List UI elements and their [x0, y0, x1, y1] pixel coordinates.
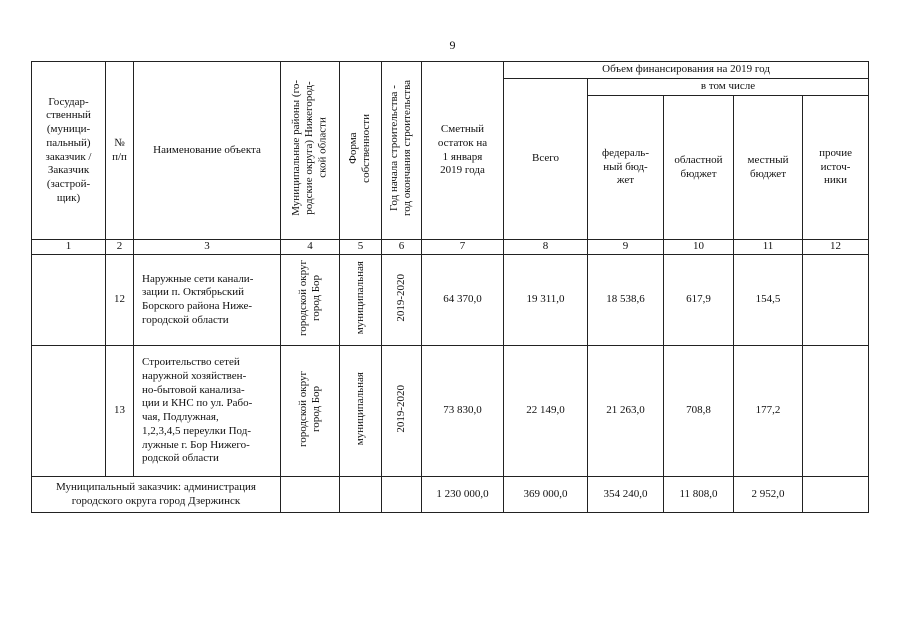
- cell-object-name: Строительство сетей наружной хозяйствен- но-бытовой канализа- ции и КНС по ул. Рабо- чая, Подлужная, 1,2,3,4,5 переулки Под- лужные г. Бор Нижего- родской области: [134, 346, 281, 477]
- cell-district: [281, 346, 340, 477]
- cell-ownership-text: муниципальная: [353, 372, 366, 446]
- header-district-text: Муниципальные районы (го- родские округа) Нижегород- ской области: [290, 80, 329, 216]
- header-total: Всего: [504, 79, 588, 240]
- cell-num: 13: [106, 346, 134, 477]
- header-federal: федераль- ный бюд- жет: [588, 96, 664, 240]
- header-object-name: Наименование объекта: [134, 62, 281, 240]
- header-district: [281, 62, 340, 240]
- cell-federal: 21 263,0: [588, 346, 664, 477]
- col-number: 1: [32, 240, 106, 255]
- header-funding: Объем финансирования на 2019 год: [504, 62, 869, 79]
- cell-regional: 617,9: [664, 255, 734, 346]
- cell-federal: 18 538,6: [588, 255, 664, 346]
- cell-total: 22 149,0: [504, 346, 588, 477]
- cell-num: 12: [106, 255, 134, 346]
- cell-local: 177,2: [734, 346, 803, 477]
- page-number: 9: [449, 38, 456, 52]
- header-local: местный бюджет: [734, 96, 803, 240]
- col-number: 2: [106, 240, 134, 255]
- cell-ownership: [340, 346, 382, 477]
- col-number: 5: [340, 240, 382, 255]
- col-number: 8: [504, 240, 588, 255]
- summary-ownership: [340, 477, 382, 513]
- funding-table: [31, 61, 869, 513]
- summary-federal: 354 240,0: [588, 477, 664, 513]
- header-regional: областной бюджет: [664, 96, 734, 240]
- summary-years: [382, 477, 422, 513]
- cell-object-name: Наружные сети канали- зации п. Октябрьский Борского района Ниже- городской области: [134, 255, 281, 346]
- header-years: [382, 62, 422, 240]
- cell-other: [803, 255, 869, 346]
- cell-ownership-text: муниципальная: [353, 261, 366, 335]
- cell-ownership: [340, 255, 382, 346]
- header-other: прочие источ- ники: [803, 96, 869, 240]
- summary-district: [281, 477, 340, 513]
- summary-label: Муниципальный заказчик: администрация городского округа город Дзержинск: [32, 477, 281, 513]
- cell-years: [382, 346, 422, 477]
- cell-years: [382, 255, 422, 346]
- table-row: [32, 346, 869, 477]
- cell-local: 154,5: [734, 255, 803, 346]
- summary-other: [803, 477, 869, 513]
- cell-other: [803, 346, 869, 477]
- summary-total: 369 000,0: [504, 477, 588, 513]
- cell-total: 19 311,0: [504, 255, 588, 346]
- header-ownership: [340, 62, 382, 240]
- cell-regional: 708,8: [664, 346, 734, 477]
- table-row: [32, 255, 869, 346]
- cell-estimate: 73 830,0: [422, 346, 504, 477]
- col-number: 6: [382, 240, 422, 255]
- col-number: 4: [281, 240, 340, 255]
- col-number: 12: [803, 240, 869, 255]
- column-numbers-row: [32, 240, 869, 255]
- summary-estimate: 1 230 000,0: [422, 477, 504, 513]
- header-ownership-text: Форма собственности: [347, 113, 373, 183]
- col-number: 3: [134, 240, 281, 255]
- summary-local: 2 952,0: [734, 477, 803, 513]
- header-num: № п/п: [106, 62, 134, 240]
- header-years-text: Год начала строительства - год окончания строительства: [388, 80, 414, 217]
- cell-estimate: 64 370,0: [422, 255, 504, 346]
- summary-row: [32, 477, 869, 513]
- cell-customer: [32, 255, 106, 346]
- cell-district-text: городской округ город Бор: [296, 370, 322, 447]
- header-estimate: Сметный остаток на 1 января 2019 года: [422, 62, 504, 240]
- header-row-1: [32, 62, 869, 79]
- col-number: 11: [734, 240, 803, 255]
- col-number: 7: [422, 240, 504, 255]
- cell-district: [281, 255, 340, 346]
- col-number: 9: [588, 240, 664, 255]
- summary-regional: 11 808,0: [664, 477, 734, 513]
- cell-years-text: 2019-2020: [394, 273, 407, 322]
- col-number: 10: [664, 240, 734, 255]
- cell-customer: [32, 346, 106, 477]
- cell-years-text: 2019-2020: [394, 384, 407, 433]
- header-customer: Государ- ственный (муници- пальный) заказчик / Заказчик (застрой- щик): [32, 62, 106, 240]
- cell-district-text: городской округ город Бор: [296, 259, 322, 336]
- header-including: в том числе: [588, 79, 869, 96]
